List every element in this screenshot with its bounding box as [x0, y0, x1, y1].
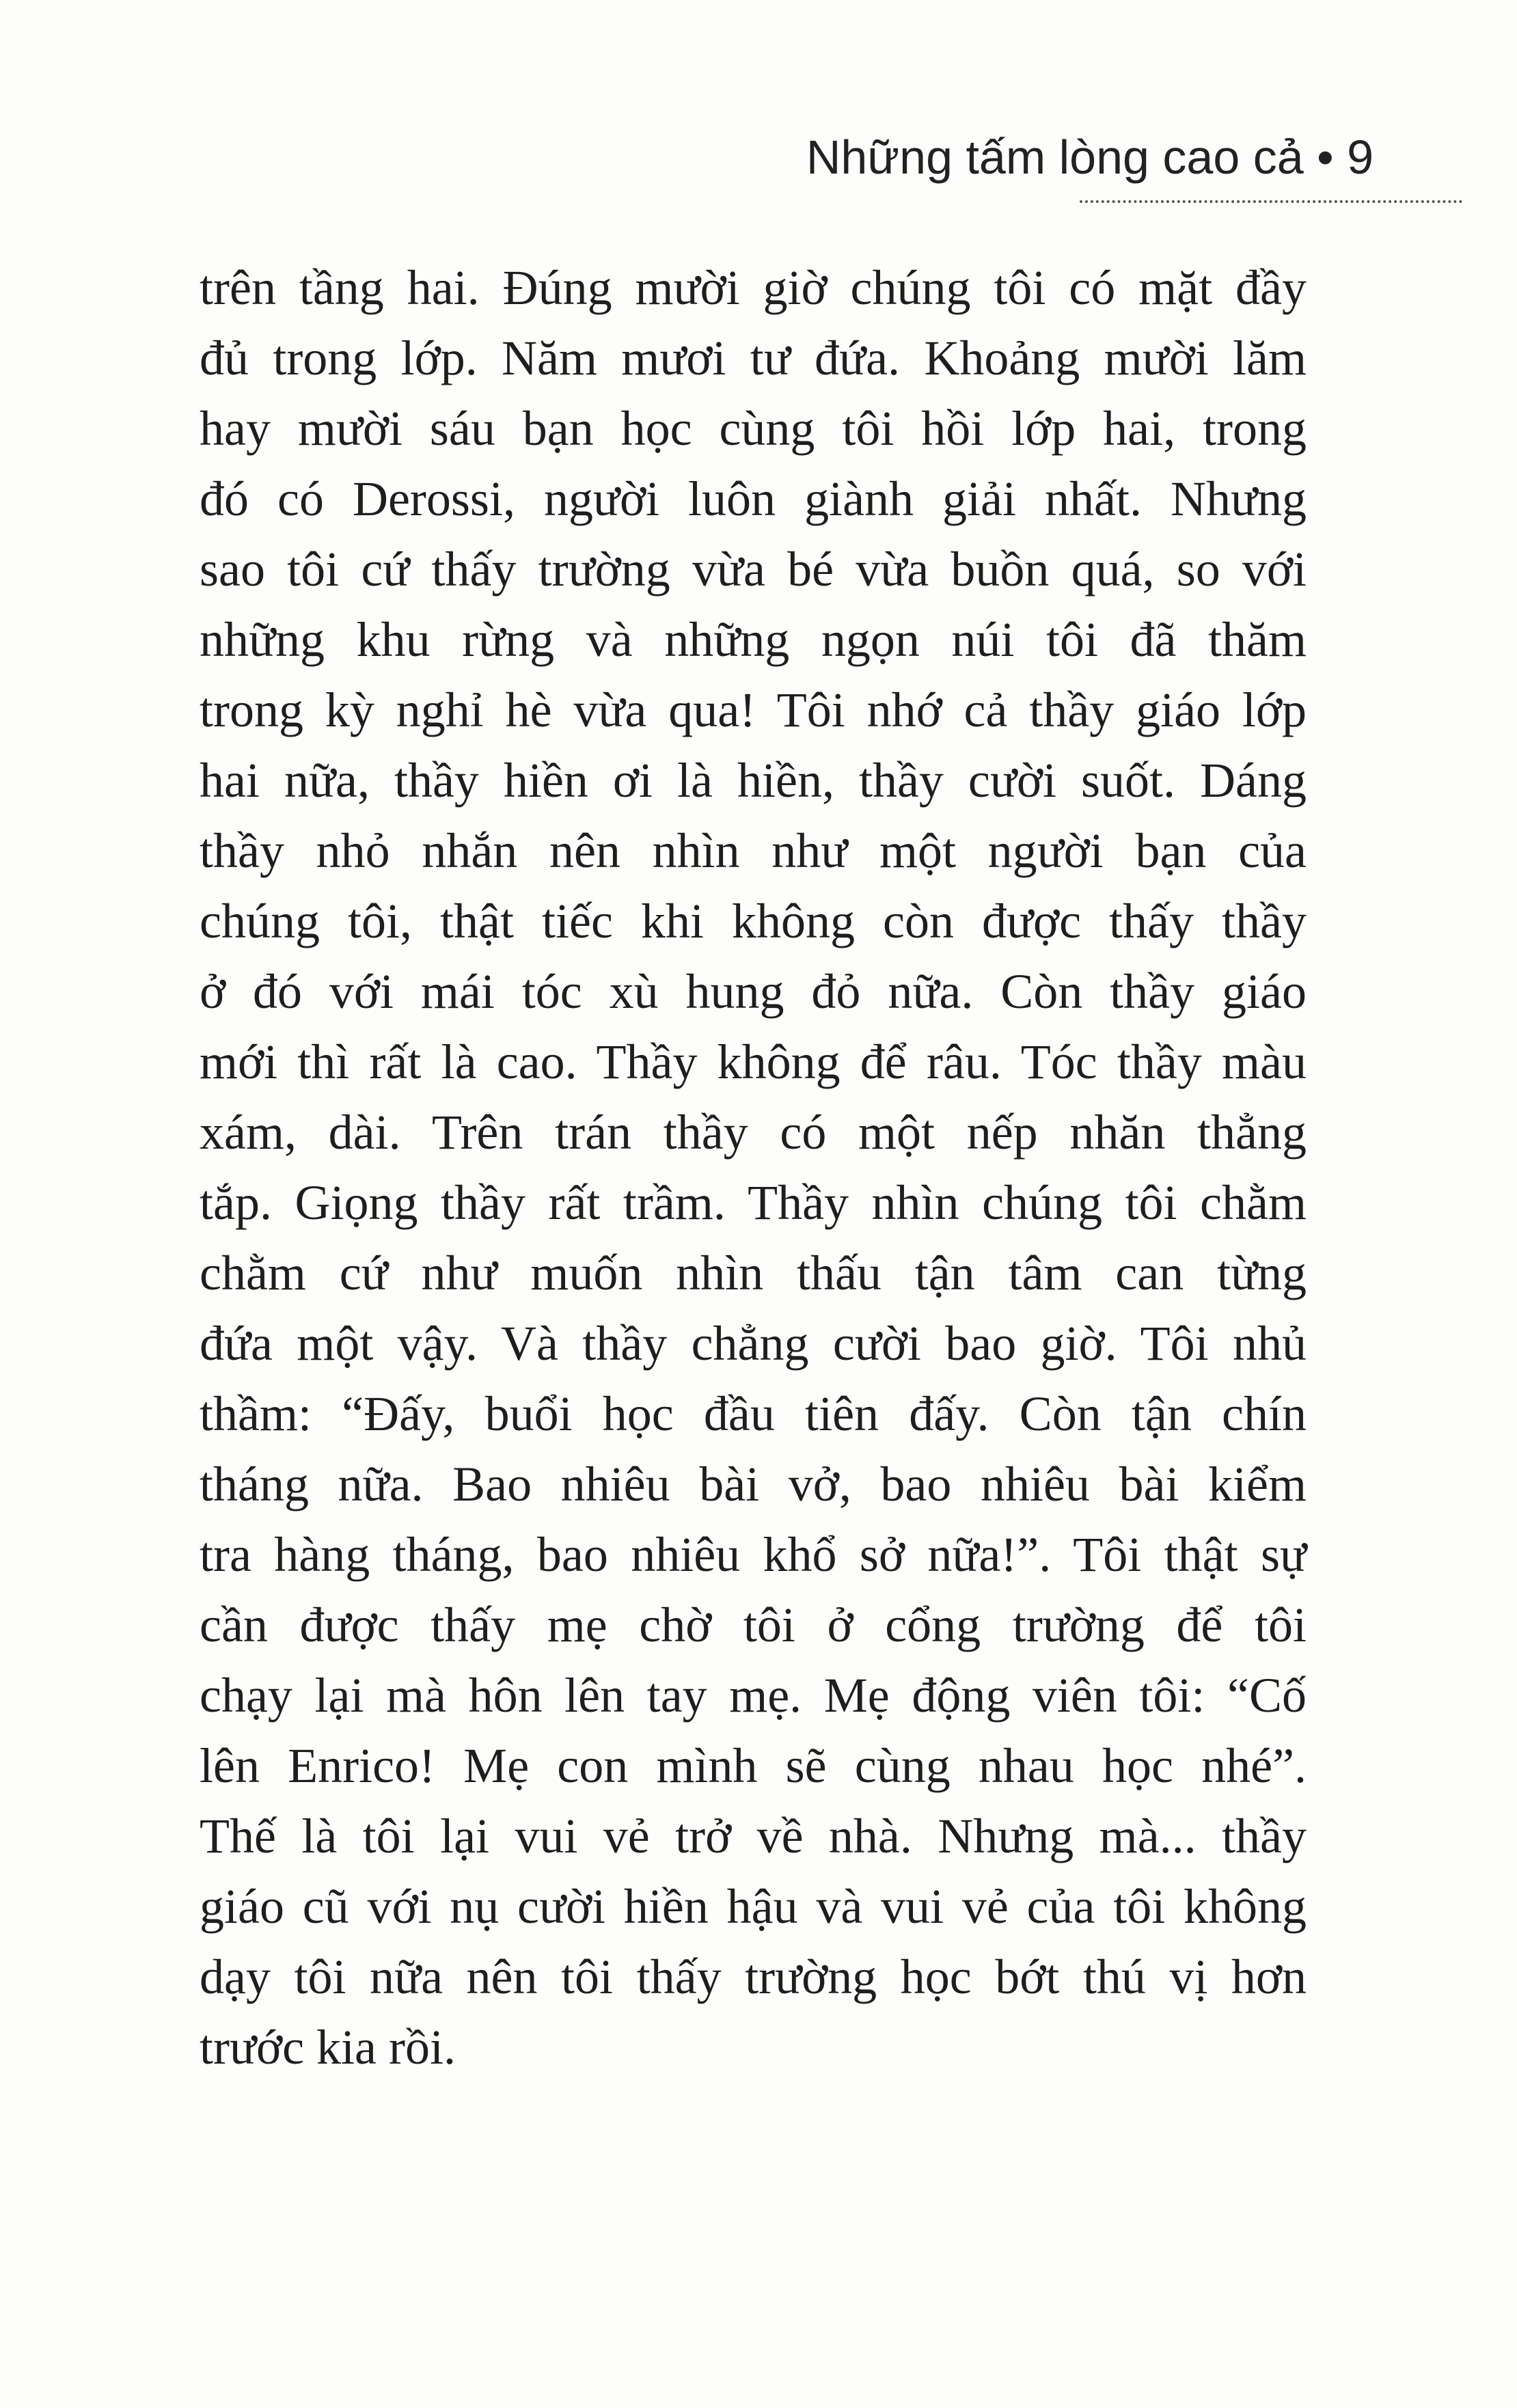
text-line: đứa một vậy. Và thầy chẳng cười bao giờ. Tôi nhủ [200, 1316, 1307, 1371]
text-line: tháng nữa. Bao nhiêu bài vở, bao nhiêu bài kiểm [200, 1457, 1307, 1511]
text-line: đủ trong lớp. Năm mươi tư đứa. Khoảng mười lăm [200, 331, 1307, 385]
text-line: những khu rừng và những ngọn núi tôi đã thăm [200, 612, 1307, 667]
body-text [200, 253, 1307, 2083]
text-line: lên Enrico! Mẹ con mình sẽ cùng nhau học nhé”. [200, 1738, 1307, 1793]
text-line: chúng tôi, thật tiếc khi không còn được thấy thầy [200, 894, 1307, 948]
text-line: tắp. Giọng thầy rất trầm. Thầy nhìn chúng tôi chằm [200, 1175, 1307, 1230]
text-line: chạy lại mà hôn lên tay mẹ. Mẹ động viên tôi: “Cố [200, 1668, 1307, 1723]
text-line: sao tôi cứ thấy trường vừa bé vừa buồn quá, so với [200, 542, 1307, 597]
text-line: thầy nhỏ nhắn nên nhìn như một người bạn của [200, 823, 1307, 878]
running-header [806, 120, 1462, 229]
running-title: Những tấm lòng cao cả [806, 131, 1304, 184]
text-line: đó có Derossi, người luôn giành giải nhất. Nhưng [200, 471, 1307, 526]
text-line: trên tầng hai. Đúng mười giờ chúng tôi có mặt đầy [200, 260, 1307, 315]
text-line: ở đó với mái tóc xù hung đỏ nữa. Còn thầy giáo [200, 964, 1307, 1019]
text-line: hay mười sáu bạn học cùng tôi hồi lớp hai, trong [200, 401, 1307, 456]
text-line: giáo cũ với nụ cười hiền hậu và vui vẻ của tôi không [200, 1879, 1307, 1934]
text-line: dạy tôi nữa nên tôi thấy trường học bớt thú vị hơn [200, 1949, 1307, 2004]
text-line: tra hàng tháng, bao nhiêu khổ sở nữa!”. Tôi thật sự [200, 1527, 1307, 1582]
text-line: hai nữa, thầy hiền ơi là hiền, thầy cười suốt. Dáng [200, 753, 1307, 808]
header-dotted-rule [1080, 200, 1462, 203]
text-line: chằm cứ như muốn nhìn thấu tận tâm can từng [200, 1246, 1307, 1300]
text-line: Thế là tôi lại vui vẻ trở về nhà. Nhưng mà... thầy [200, 1809, 1307, 1863]
text-line: mới thì rất là cao. Thầy không để râu. Tóc thầy màu [200, 1035, 1307, 1089]
page-number: 9 [1347, 131, 1374, 184]
text-line-last: trước kia rồi. [200, 2020, 456, 2075]
text-line: thầm: “Đấy, buổi học đầu tiên đấy. Còn tận chín [200, 1386, 1307, 1441]
header-separator: • [1317, 131, 1334, 184]
text-line: cần được thấy mẹ chờ tôi ở cổng trường để tôi [200, 1598, 1307, 1652]
text-line: xám, dài. Trên trán thầy có một nếp nhăn thẳng [200, 1105, 1307, 1160]
text-line: trong kỳ nghỉ hè vừa qua! Tôi nhớ cả thầy giáo lớp [200, 683, 1307, 737]
running-header-text [806, 120, 1374, 195]
